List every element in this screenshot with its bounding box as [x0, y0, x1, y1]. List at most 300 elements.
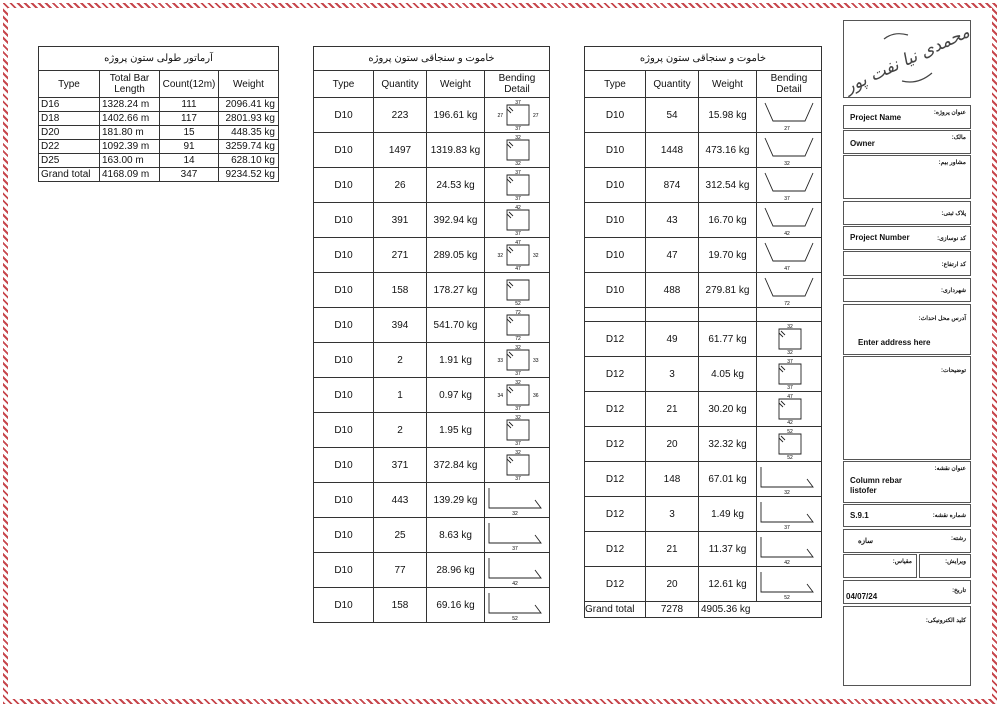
bend-dimension: 32 — [515, 380, 521, 386]
bending-detail-drawing — [757, 274, 821, 306]
bending-detail-drawing — [485, 204, 549, 236]
bending-detail — [485, 98, 550, 133]
table-cell: D10 — [314, 588, 374, 623]
bending-detail-drawing — [485, 484, 549, 516]
bend-dimension: 37 — [515, 406, 521, 411]
bar-shape — [489, 558, 541, 578]
table-cell: D10 — [314, 378, 374, 413]
total-row — [585, 602, 822, 618]
table-cell: 1319.83 kg — [427, 133, 485, 168]
table-cell: 139.29 kg — [427, 483, 485, 518]
table-cell: D10 — [314, 203, 374, 238]
bending-detail — [757, 427, 822, 462]
bend-dimension: 47 — [787, 394, 793, 400]
bar-shape — [765, 138, 813, 156]
bend-dimension: 52 — [512, 616, 518, 621]
table-cell: 473.16 kg — [699, 133, 757, 168]
table-cell: D25 — [39, 154, 100, 168]
table-row — [585, 462, 822, 497]
owner-cell: مالک: Owner — [843, 130, 971, 154]
bending-detail — [757, 462, 822, 497]
bar-shape — [761, 467, 813, 487]
bending-detail-drawing — [757, 428, 821, 460]
table-cell: 67.01 kg — [699, 462, 757, 497]
longitudinal-rebar-table — [38, 46, 279, 182]
bend-dimension: 37 — [515, 100, 521, 106]
bar-shape — [507, 280, 529, 300]
bar-shape — [779, 434, 801, 454]
table-row — [314, 378, 550, 413]
bending-detail-drawing — [485, 589, 549, 621]
table-cell: D10 — [314, 308, 374, 343]
table-cell — [757, 308, 822, 322]
table-cell: D18 — [39, 112, 100, 126]
table-row — [314, 238, 550, 273]
bending-detail-drawing — [485, 169, 549, 201]
bending-detail-drawing — [757, 323, 821, 355]
table-cell: 77 — [374, 553, 427, 588]
bend-dimension: 37 — [784, 196, 790, 201]
bending-detail-drawing — [757, 169, 821, 201]
col-header: Quantity — [374, 71, 427, 98]
table-cell: 20 — [646, 427, 699, 462]
project-name: Project Name — [850, 113, 902, 122]
bend-dimension: 37 — [515, 476, 521, 481]
bending-detail-drawing — [757, 134, 821, 166]
bar-shape — [507, 210, 529, 230]
table-row — [314, 343, 550, 378]
table-row — [314, 483, 550, 518]
table-row — [585, 98, 822, 133]
bend-dimension: 32 — [512, 511, 518, 516]
bar-shape — [765, 278, 813, 296]
table-cell: 4168.09 m — [100, 168, 160, 182]
table-cell: 15.98 kg — [699, 98, 757, 133]
table-cell — [585, 308, 646, 322]
table-cell: Grand total — [39, 168, 100, 182]
table-cell: 628.10 kg — [219, 154, 279, 168]
table-cell: 279.81 kg — [699, 273, 757, 308]
table-cell: 24.53 kg — [427, 168, 485, 203]
bend-dimension: 37 — [515, 441, 521, 446]
col-header: Weight — [699, 71, 757, 98]
table-row — [585, 497, 822, 532]
table-row — [39, 126, 279, 140]
bending-detail-drawing — [757, 568, 821, 600]
table-cell: D10 — [585, 238, 646, 273]
bend-dimension: 32 — [787, 324, 793, 330]
table-row — [314, 553, 550, 588]
table-cell: D10 — [585, 168, 646, 203]
bending-detail — [485, 343, 550, 378]
table-cell: 19.70 kg — [699, 238, 757, 273]
table-cell: 4905.36 kg — [699, 602, 822, 618]
bending-detail-drawing — [485, 519, 549, 551]
table-row — [585, 532, 822, 567]
table-cell: D10 — [314, 448, 374, 483]
bend-dimension: 27 — [497, 113, 503, 119]
bar-shape — [761, 572, 813, 592]
bar-shape — [507, 245, 529, 265]
bend-dimension: 32 — [784, 161, 790, 166]
revision-cell: ویرایش: — [919, 554, 971, 578]
plate-cell: پلاک ثبتی: — [843, 201, 971, 225]
table-cell: 2096.41 kg — [219, 98, 279, 112]
table-cell: D22 — [39, 140, 100, 154]
bend-dimension: 52 — [787, 455, 793, 460]
table-cell: 12.61 kg — [699, 567, 757, 602]
bar-shape — [779, 329, 801, 349]
table-cell: 26 — [374, 168, 427, 203]
table-cell: D12 — [585, 322, 646, 357]
table-row — [314, 448, 550, 483]
table-cell: 148 — [646, 462, 699, 497]
col-header: Type — [39, 71, 100, 98]
table-row — [314, 518, 550, 553]
col-header: Total Bar Length — [100, 71, 160, 98]
table-cell: 20 — [646, 567, 699, 602]
col-header: Weight — [427, 71, 485, 98]
bend-dimension: 37 — [515, 371, 521, 376]
company-logo — [843, 20, 971, 98]
table-cell: 541.70 kg — [427, 308, 485, 343]
bend-dimension: 37 — [515, 196, 521, 201]
bar-shape — [489, 523, 541, 543]
table-cell: 117 — [160, 112, 219, 126]
table-cell: D16 — [39, 98, 100, 112]
table-row — [585, 427, 822, 462]
table-cell: D10 — [314, 238, 374, 273]
table-row — [39, 98, 279, 112]
table-cell: D10 — [314, 133, 374, 168]
table-cell: D10 — [585, 273, 646, 308]
bend-dimension: 32 — [787, 350, 793, 355]
table-cell: 61.77 kg — [699, 322, 757, 357]
table-cell: 2 — [374, 343, 427, 378]
table-cell: 158 — [374, 273, 427, 308]
scale-cell: مقیاس: — [843, 554, 917, 578]
bend-dimension: 52 — [787, 429, 793, 435]
bending-detail — [485, 483, 550, 518]
col-header: Bending Detail — [485, 71, 550, 98]
table-row — [314, 203, 550, 238]
bending-detail — [757, 392, 822, 427]
stirrup-table-1 — [313, 46, 550, 623]
project-number: Project Number — [850, 233, 910, 242]
logo-text: محمدی نیا نفت پور — [844, 22, 970, 97]
consultant-cell: مشاور بیم: — [843, 155, 971, 199]
project-name-cell: عنوان پروژه: Project Name — [843, 105, 971, 129]
bending-detail — [485, 238, 550, 273]
table-cell: 1.49 kg — [699, 497, 757, 532]
bending-detail-drawing — [485, 554, 549, 586]
table-cell: 1328.24 m — [100, 98, 160, 112]
bending-detail-drawing — [485, 309, 549, 341]
table-row — [585, 357, 822, 392]
bending-detail-drawing — [757, 393, 821, 425]
table-cell: 394 — [374, 308, 427, 343]
table-cell: 312.54 kg — [699, 168, 757, 203]
bending-detail-drawing — [757, 99, 821, 131]
table-row — [314, 98, 550, 133]
bending-detail-drawing — [485, 134, 549, 166]
table-cell: D12 — [585, 462, 646, 497]
owner: Owner — [850, 139, 875, 148]
table-cell: 392.94 kg — [427, 203, 485, 238]
bend-dimension: 37 — [787, 385, 793, 390]
table-cell: 7278 — [646, 602, 699, 618]
bending-detail-drawing — [757, 204, 821, 236]
bar-shape — [507, 420, 529, 440]
table-cell: D12 — [585, 392, 646, 427]
table-cell: D10 — [314, 483, 374, 518]
table-row — [39, 168, 279, 182]
table-title: آرماتور طولی ستون پروژه — [39, 47, 279, 71]
table-row — [314, 308, 550, 343]
sheet-title-cell: عنوان نقشه: Column rebar listofer — [843, 461, 971, 503]
bending-detail-drawing — [485, 274, 549, 306]
table-cell: D10 — [314, 553, 374, 588]
table-cell: 3 — [646, 357, 699, 392]
table-cell: 163.00 m — [100, 154, 160, 168]
bar-shape — [765, 173, 813, 191]
table-cell: 47 — [646, 238, 699, 273]
table-cell: D12 — [585, 357, 646, 392]
bend-dimension: 27 — [784, 126, 790, 131]
discipline-cell: رشته: سازه — [843, 529, 971, 553]
bend-dimension: 52 — [515, 301, 521, 306]
table-cell: 443 — [374, 483, 427, 518]
col-header: Type — [314, 71, 374, 98]
municipality-cell: شهرداری: — [843, 278, 971, 302]
table-cell: 28.96 kg — [427, 553, 485, 588]
bending-detail — [757, 98, 822, 133]
bend-dimension: 33 — [497, 358, 503, 364]
elevation-cell: کد ارتفاع: — [843, 251, 971, 276]
table-cell: 8.63 kg — [427, 518, 485, 553]
bend-dimension: 32 — [515, 135, 521, 141]
bar-shape — [489, 488, 541, 508]
project-number-cell: کد نوسازی: Project Number — [843, 226, 971, 250]
bend-dimension: 47 — [515, 240, 521, 246]
table-cell: 69.16 kg — [427, 588, 485, 623]
table-cell: 30.20 kg — [699, 392, 757, 427]
bar-shape — [507, 315, 529, 335]
table-cell: 1.95 kg — [427, 413, 485, 448]
bending-detail — [757, 238, 822, 273]
bar-shape — [507, 350, 529, 370]
col-header: Type — [585, 71, 646, 98]
bending-detail — [485, 133, 550, 168]
table-cell: D10 — [585, 203, 646, 238]
table-cell: 111 — [160, 98, 219, 112]
bar-shape — [761, 537, 813, 557]
table-cell: 16.70 kg — [699, 203, 757, 238]
table-row — [585, 392, 822, 427]
bending-detail — [757, 168, 822, 203]
bending-detail-drawing — [757, 239, 821, 271]
table-cell: 371 — [374, 448, 427, 483]
date-cell: تاریخ: 04/07/24 — [843, 580, 971, 604]
table-cell: D10 — [314, 518, 374, 553]
spacer-row — [585, 308, 822, 322]
address: Enter address here — [858, 338, 931, 347]
table-cell: D10 — [585, 98, 646, 133]
table-row — [585, 203, 822, 238]
bend-dimension: 37 — [512, 546, 518, 551]
table-row — [314, 588, 550, 623]
bar-shape — [507, 175, 529, 195]
bend-dimension: 52 — [784, 595, 790, 600]
bending-detail — [757, 357, 822, 392]
bending-detail — [485, 168, 550, 203]
table-cell: 4.05 kg — [699, 357, 757, 392]
table-cell: 158 — [374, 588, 427, 623]
notes-cell: توضیحات: — [843, 356, 971, 460]
bend-dimension: 72 — [515, 310, 521, 316]
discipline: سازه — [858, 538, 874, 545]
table-cell: 1092.39 m — [100, 140, 160, 154]
bending-detail-drawing — [757, 358, 821, 390]
table-cell: 271 — [374, 238, 427, 273]
table-row — [39, 154, 279, 168]
table-cell: 11.37 kg — [699, 532, 757, 567]
table-row — [314, 133, 550, 168]
table-cell: 49 — [646, 322, 699, 357]
table-cell: 15 — [160, 126, 219, 140]
table-cell: 9234.52 kg — [219, 168, 279, 182]
bending-detail — [485, 308, 550, 343]
stirrup-table-2 — [584, 46, 822, 618]
bend-dimension: 37 — [787, 359, 793, 365]
table-cell: 43 — [646, 203, 699, 238]
bend-dimension: 27 — [533, 113, 539, 119]
table-title: خاموت و سنجاقی ستون پروژه — [585, 47, 822, 71]
bending-detail — [485, 273, 550, 308]
bending-detail — [757, 322, 822, 357]
bending-detail — [485, 203, 550, 238]
table-cell: 54 — [646, 98, 699, 133]
table-cell: 32.32 kg — [699, 427, 757, 462]
bending-detail — [757, 532, 822, 567]
table-cell: 1.91 kg — [427, 343, 485, 378]
bend-dimension: 32 — [515, 345, 521, 351]
bend-dimension: 36 — [533, 393, 539, 399]
table-cell: 1497 — [374, 133, 427, 168]
table-cell: 874 — [646, 168, 699, 203]
sheet-number-cell: شماره نقشه: S.9.1 — [843, 504, 971, 527]
table-cell: 14 — [160, 154, 219, 168]
table-cell: D12 — [585, 427, 646, 462]
bar-shape — [489, 593, 541, 613]
table-cell: D12 — [585, 497, 646, 532]
table-cell — [699, 308, 757, 322]
bending-detail — [485, 518, 550, 553]
table-cell: D10 — [585, 133, 646, 168]
bend-dimension: 32 — [515, 450, 521, 456]
table-row — [585, 238, 822, 273]
table-cell: 223 — [374, 98, 427, 133]
table-cell: D12 — [585, 532, 646, 567]
bar-shape — [765, 208, 813, 226]
table-cell: 3259.74 kg — [219, 140, 279, 154]
bend-dimension: 47 — [515, 266, 521, 271]
bend-dimension: 42 — [512, 581, 518, 586]
bar-shape — [779, 364, 801, 384]
bending-detail-drawing — [485, 99, 549, 131]
bending-detail — [757, 133, 822, 168]
bend-dimension: 72 — [784, 301, 790, 306]
bending-detail — [485, 588, 550, 623]
table-row — [585, 273, 822, 308]
bend-dimension: 32 — [515, 415, 521, 421]
bend-dimension: 42 — [787, 420, 793, 425]
table-row — [585, 133, 822, 168]
bending-detail-drawing — [757, 463, 821, 495]
col-header: Bending Detail — [757, 71, 822, 98]
bend-dimension: 42 — [515, 205, 521, 211]
table-row — [585, 168, 822, 203]
bar-shape — [507, 140, 529, 160]
table-cell: 448.35 kg — [219, 126, 279, 140]
table-cell: 21 — [646, 392, 699, 427]
bending-detail — [757, 497, 822, 532]
bend-dimension: 42 — [784, 560, 790, 565]
bend-dimension: 37 — [515, 126, 521, 131]
bend-dimension: 32 — [533, 253, 539, 259]
table-row — [314, 413, 550, 448]
bend-dimension: 32 — [515, 161, 521, 166]
bend-dimension: 32 — [497, 253, 503, 259]
bending-detail — [485, 553, 550, 588]
table-cell: 91 — [160, 140, 219, 154]
bending-detail-drawing — [757, 533, 821, 565]
table-cell: D12 — [585, 567, 646, 602]
bend-dimension: 47 — [784, 266, 790, 271]
table-cell: D10 — [314, 98, 374, 133]
table-cell: Grand total — [585, 602, 646, 618]
table-cell: 178.27 kg — [427, 273, 485, 308]
table-cell: 488 — [646, 273, 699, 308]
table-row — [585, 567, 822, 602]
bend-dimension: 33 — [533, 358, 539, 364]
date: 04/07/24 — [846, 592, 878, 601]
table-row — [314, 168, 550, 203]
bending-detail-drawing — [485, 414, 549, 446]
sheet-title: Column rebar listofer — [850, 476, 903, 495]
col-header: Quantity — [646, 71, 699, 98]
address-cell: آدرس محل احداث: Enter address here — [843, 304, 971, 355]
bending-detail — [485, 378, 550, 413]
bend-dimension: 72 — [515, 336, 521, 341]
table-cell: 2801.93 kg — [219, 112, 279, 126]
table-row — [39, 140, 279, 154]
table-cell: 196.61 kg — [427, 98, 485, 133]
table-cell: D10 — [314, 273, 374, 308]
table-cell: 372.84 kg — [427, 448, 485, 483]
table-cell: 391 — [374, 203, 427, 238]
table-cell: 2 — [374, 413, 427, 448]
bar-shape — [507, 455, 529, 475]
table-cell: 25 — [374, 518, 427, 553]
col-header: Count(12m) — [160, 71, 219, 98]
bar-shape — [507, 385, 529, 405]
table-cell: 1448 — [646, 133, 699, 168]
table-cell: D10 — [314, 413, 374, 448]
bending-detail-drawing — [485, 344, 549, 376]
bend-dimension: 34 — [497, 393, 503, 399]
table-row — [39, 112, 279, 126]
